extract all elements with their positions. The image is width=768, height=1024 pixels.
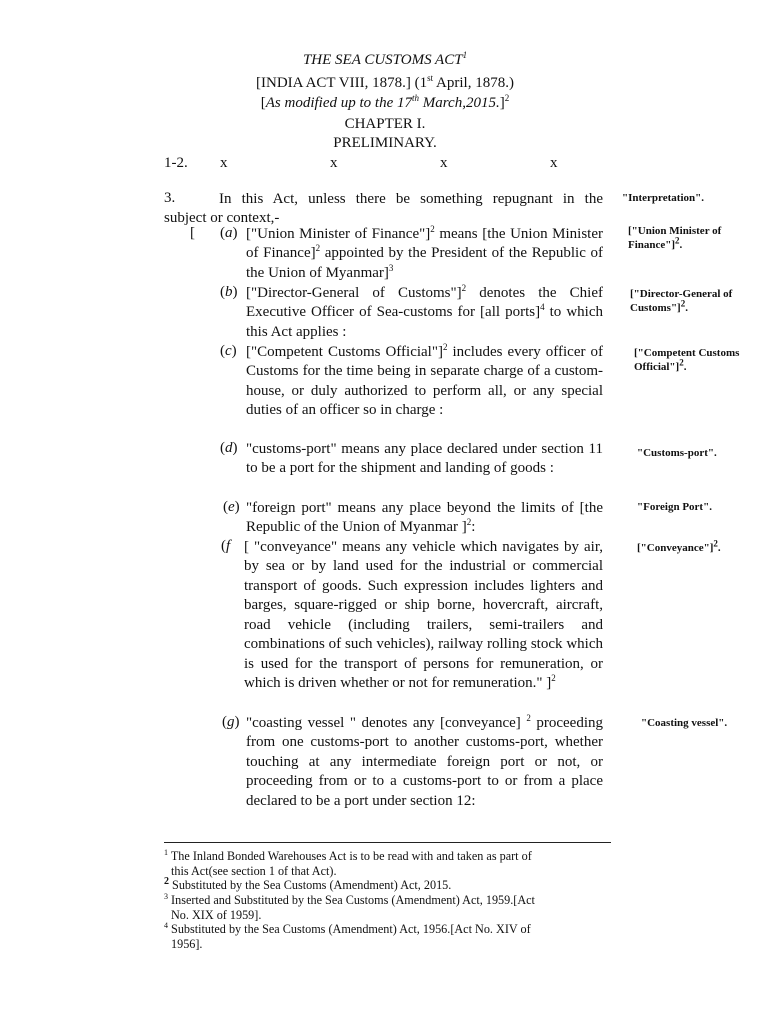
margin-note: ["Conveyance"]$^2$. — [637, 538, 721, 554]
omitted-mark: x — [440, 155, 448, 171]
margin-note: "Coasting vessel". — [641, 717, 728, 729]
clause-text: ["Competent Customs Official"]$^2$ includes every officer of Customs for the time being in separate charge of a custom-house, or duly authorized to perform all, or any special duties of an officer so in charge : — [246, 342, 603, 419]
section-intro: In this Act, unless there be something repugnant in the — [219, 191, 603, 207]
clause-label: (d) — [220, 440, 238, 456]
modified-note: [As modified up to the 17th March,2015.]$^2$ — [260, 93, 510, 111]
act-title: THE SEA CUSTOMS ACT$^1$ — [302, 50, 468, 68]
chapter-title: PRELIMINARY. — [333, 135, 437, 151]
omitted-mark: x — [550, 155, 558, 171]
clause-text: ["Union Minister of Finance"]$^2$ means [the Union Minister of Finance]$^2$ appointed by the President of the Republic of the Union of Myanmar]$^3$ — [246, 224, 603, 281]
omitted-mark: x — [220, 155, 228, 171]
chapter-heading: CHAPTER I. — [344, 116, 426, 132]
footnote: $^3$ Inserted and Substituted by the Sea Customs (Amendment) Act, 1959.[Act No. XIX of 1959]. — [164, 891, 535, 922]
opening-bracket: [ — [190, 225, 195, 241]
clause-label: (e) — [223, 499, 240, 515]
clause-label: (a) — [220, 225, 238, 241]
margin-note: ["Competent Customs Official"]$^2$. — [634, 347, 740, 373]
clause-text: ["Director-General of Customs"]$^2$ denotes the Chief Executive Officer of Sea-customs for [all ports]$^4$ to which this Act applies : — [246, 283, 603, 340]
omitted-mark: x — [330, 155, 338, 171]
clause-text: [ "conveyance" means any vehicle which navigates by air, by sea or by land used for the industrial or commercial transport of goods. Such expression includes lighters and barges, square-rigged or ship borne, hovercraft, aircraft, road vehicle (including trailers, semi-trailers and combinations of such vehicles), railway rolling stock which is used for the transport of persons for remuneration, or which is driven whether or not for remuneration." ]$^2$ — [244, 539, 603, 692]
margin-note-interpretation: "Interpretation". — [622, 192, 704, 204]
clause-label: (f — [221, 538, 231, 554]
footnote: $^4$ Substituted by the Sea Customs (Amendment) Act, 1956.[Act No. XIV of 1956]. — [164, 920, 531, 951]
act-citation: [INDIA ACT VIII, 1878.] (1st April, 1878.) — [256, 73, 514, 91]
clause-text: "coasting vessel " denotes any [conveyance] $^2$ proceeding from one customs-port to another customs-port, whether touching at any intermediate foreign port or not, or proceeding from or to a customs-port to or from a place declared to be a port under section 12: — [246, 713, 603, 809]
clause-text: "customs-port" means any place declared under section 11 to be a port for the shipment and landing of goods : — [246, 441, 603, 477]
clause-text: "foreign port" means any place beyond the limits of [the Republic of the Union of Myanmar ]$^2$: — [246, 500, 603, 536]
margin-note: "Foreign Port". — [637, 501, 712, 513]
clause-label: (g) — [222, 714, 240, 730]
section-number: 3. — [164, 190, 176, 206]
footnote: $^1$ The Inland Bonded Warehouses Act is to be read with and taken as part of this Act(see section 1 of that Act). — [164, 847, 532, 878]
omitted-section-number: 1-2. — [164, 155, 188, 171]
margin-note: "Customs-port". — [637, 447, 717, 459]
section-intro-continued: subject or context,- — [164, 210, 280, 226]
margin-note: ["Union Minister of Finance"]$^2$. — [628, 225, 722, 251]
footnote: $^2$ Substituted by the Sea Customs (Amendment) Act, 2015. — [164, 875, 452, 892]
clause-label: (b) — [220, 284, 238, 300]
footnote-divider — [164, 842, 611, 843]
margin-note: ["Director-General of Customs"]$^2$. — [630, 288, 733, 314]
clause-label: (c) — [220, 343, 237, 359]
